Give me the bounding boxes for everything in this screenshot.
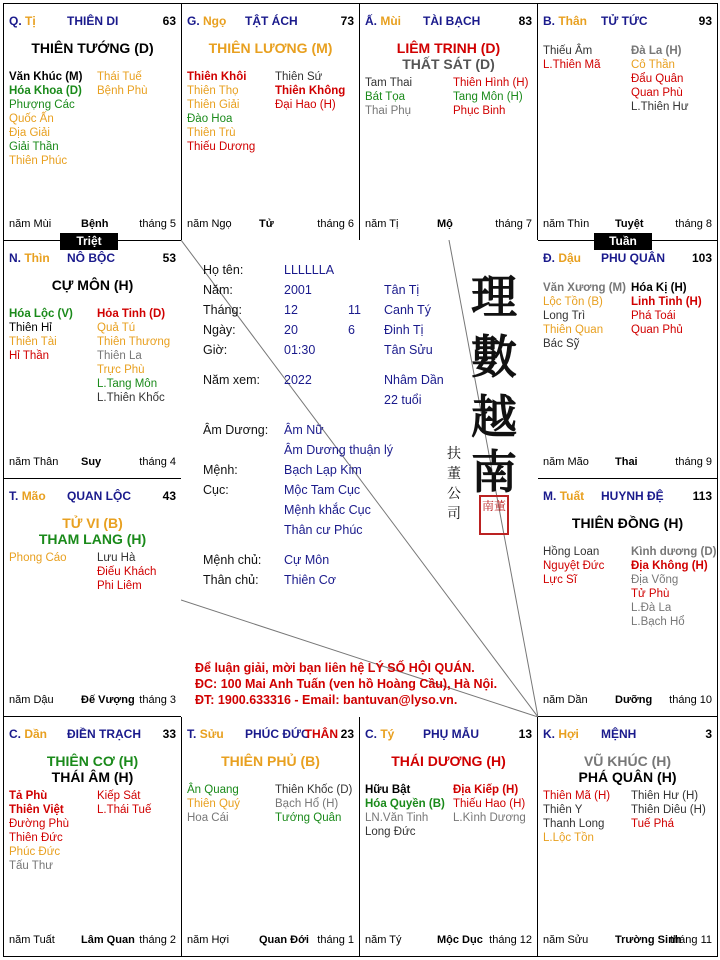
center-info-panel (181, 240, 538, 717)
palace-position (9, 727, 47, 741)
minor-star: Hóa Quyền (B) (365, 798, 445, 810)
minor-star: L.Thiên Mã (543, 59, 601, 71)
palace-year: năm Sửu (543, 934, 589, 946)
minor-star: Kiếp Sát (97, 790, 141, 802)
calligraphy-small-2: 董 (447, 466, 461, 482)
left-star-column (9, 70, 82, 168)
main-stars (182, 40, 359, 56)
right-star-column (275, 783, 352, 825)
left-star-column (365, 783, 445, 839)
minor-star: Quả Tú (97, 322, 136, 334)
tuan-tag: Tuần (594, 233, 652, 250)
palace-month: tháng 9 (675, 456, 712, 468)
notice-line-1: Để luận giải, mời bạn liên hệ LÝ SỐ HỘI QUÁN. (195, 661, 475, 675)
palace-position (9, 14, 36, 28)
left-star-column (9, 307, 73, 363)
minor-star: Tả Phù (9, 790, 48, 802)
month-label: Tháng: (203, 303, 242, 317)
palace-name: TỬ TỨC (601, 14, 648, 28)
palace-cell-suu[interactable] (181, 716, 360, 957)
palace-chi: Thìn (24, 251, 50, 265)
minor-star: Quan Phủ (631, 324, 683, 336)
cuc-value: Mộc Tam Cục (284, 483, 361, 497)
minor-star: Lưu Hà (97, 552, 136, 564)
calligraphy-small-4: 司 (447, 506, 461, 522)
minor-star: Đào Hoa (187, 113, 233, 125)
main-star: VŨ KHÚC (H) (583, 753, 672, 769)
palace-chi: Dần (24, 727, 48, 741)
palace-age: 53 (162, 251, 176, 265)
palace-stage: Thai (615, 456, 638, 468)
minor-star: Tam Thai (365, 77, 413, 89)
palace-age: 43 (162, 489, 176, 503)
main-star: THIÊN CƠ (H) (46, 753, 139, 769)
palace-stage: Quan Đới (259, 934, 309, 946)
palace-stage: Đế Vượng (81, 694, 135, 706)
main-stars (4, 277, 181, 293)
minor-star: Thiên Quý (187, 798, 241, 810)
minor-star: Quan Phù (631, 87, 683, 99)
left-star-column (365, 76, 412, 118)
palace-can: T. (9, 489, 19, 503)
main-star: THIÊN TƯỚNG (D) (31, 40, 154, 56)
palace-can: T. (187, 727, 197, 741)
palace-position (543, 14, 587, 28)
palace-can: M. (543, 489, 557, 503)
minor-star: Lực Sĩ (543, 574, 577, 586)
minor-star: Tuế Phá (631, 818, 675, 830)
minor-star: Điếu Khách (97, 566, 157, 578)
palace-month: tháng 10 (669, 694, 712, 706)
palace-month: tháng 3 (139, 694, 176, 706)
minor-star: Thiên Hư (H) (631, 790, 699, 802)
minor-star: Thiên Diêu (H) (631, 804, 706, 816)
cuc-relation: Mệnh khắc Cục (284, 503, 371, 517)
year-label: Năm: (203, 283, 233, 297)
palace-chi: Tý (380, 727, 395, 741)
palace-position (187, 727, 224, 741)
menh-chu-label: Mệnh chủ: (203, 553, 262, 567)
palace-age: 73 (340, 14, 354, 28)
right-star-column (97, 70, 148, 98)
minor-star: Hồng Loan (543, 546, 600, 558)
palace-name: ĐIỀN TRẠCH (67, 727, 141, 741)
left-star-column (9, 551, 67, 565)
minor-star: Thiên Mã (H) (543, 790, 611, 802)
palace-position (365, 14, 401, 28)
main-star: THIÊN PHỦ (B) (221, 753, 320, 769)
minor-star: Địa Giải (9, 127, 50, 139)
minor-star: Thiên Giải (187, 99, 240, 111)
palace-age: 83 (518, 14, 532, 28)
palace-stage: Lâm Quan (81, 934, 135, 946)
than-chu-label: Thân chủ: (203, 573, 259, 587)
minor-star: Phong Cáo (9, 552, 67, 564)
palace-age: 113 (692, 489, 712, 503)
right-star-column (631, 281, 702, 337)
palace-month: tháng 2 (139, 934, 176, 946)
minor-star: Địa Võng (631, 574, 679, 586)
palace-year: năm Tị (365, 218, 399, 230)
day-can: Đinh Tị (384, 323, 424, 337)
palace-name: THIÊN DI (67, 14, 119, 28)
minor-star: Bạch Hổ (H) (275, 798, 339, 810)
minor-star: Thiên Đức (9, 832, 63, 844)
main-stars (538, 515, 717, 531)
palace-year: năm Mão (543, 456, 589, 468)
palace-can: N. (9, 251, 21, 265)
left-star-column (187, 70, 255, 154)
month-solar: 12 (284, 303, 298, 317)
right-star-column (631, 789, 706, 831)
minor-star: L.Bạch Hổ (631, 616, 685, 628)
minor-star: L.Đà La (631, 602, 672, 614)
palace-chi: Mùi (380, 14, 402, 28)
palace-name: PHÚC ĐỨC (245, 727, 310, 741)
minor-star: Bệnh Phù (97, 85, 148, 97)
minor-star: Tấu Thư (9, 860, 53, 872)
amduong-relation: Âm Dương thuận lý (284, 443, 393, 457)
palace-cell-ngo[interactable] (181, 3, 360, 241)
minor-star: Thái Tuế (97, 71, 142, 83)
minor-star: Hoa Cái (187, 812, 229, 824)
minor-star: L.Tang Môn (97, 378, 158, 390)
month-can: Canh Tý (384, 303, 432, 317)
palace-year: năm Dậu (9, 694, 54, 706)
age-value: 22 tuổi (384, 393, 422, 407)
palace-age: 63 (162, 14, 176, 28)
minor-star: Hỏa Tinh (D) (97, 308, 166, 320)
palace-stage: Tuyệt (615, 218, 644, 230)
minor-star: Phá Toái (631, 310, 676, 322)
palace-chi: Tuất (559, 489, 585, 503)
palace-year: năm Tý (365, 934, 402, 946)
calligraphy-char-1: 理 (471, 270, 517, 324)
left-star-column (543, 281, 626, 351)
month-lunar: 11 (348, 303, 361, 317)
palace-name: TẬT ÁCH (245, 14, 298, 28)
palace-cell-hoi[interactable] (537, 716, 718, 957)
year-can: Tân Tị (384, 283, 420, 297)
palace-can: K. (543, 727, 555, 741)
palace-cell-mao[interactable] (3, 478, 182, 717)
palace-stage: Bệnh (81, 218, 109, 230)
minor-star: Tướng Quân (275, 812, 342, 824)
left-star-column (543, 789, 610, 845)
minor-star: Quốc Ấn (9, 113, 54, 125)
palace-chi: Mão (21, 489, 46, 503)
palace-age: 23 (340, 727, 354, 741)
palace-stage: Trường Sinh (615, 934, 682, 946)
main-stars (4, 40, 181, 56)
day-lunar: 6 (348, 323, 355, 337)
minor-star: Phúc Đức (9, 846, 61, 858)
minor-star: L.Lộc Tồn (543, 832, 594, 844)
minor-star: LN.Văn Tinh (365, 812, 429, 824)
right-star-column (453, 783, 526, 825)
minor-star: Thiếu Hao (H) (453, 798, 526, 810)
minor-star: Hỉ Thần (9, 350, 50, 362)
palace-name: TÀI BẠCH (423, 14, 481, 28)
left-star-column (543, 545, 604, 587)
palace-name: MỆNH (601, 727, 637, 741)
palace-name: HUYNH ĐỆ (601, 489, 664, 503)
palace-cell-dan[interactable] (3, 716, 182, 957)
name-value: LLLLLLA (284, 263, 335, 277)
minor-star: Thiên Thương (97, 336, 171, 348)
minor-star: Trực Phù (97, 364, 145, 376)
palace-stage: Dưỡng (615, 694, 653, 706)
minor-star: Bát Tọa (365, 91, 406, 103)
palace-can: Đ. (543, 251, 555, 265)
palace-month: tháng 11 (669, 934, 712, 946)
minor-star: L.Thiên Khốc (97, 392, 165, 404)
minor-star: Thiên Khôi (187, 71, 247, 83)
view-year-can: Nhâm Dần (384, 373, 444, 387)
minor-star: Thiếu Dương (187, 141, 256, 153)
main-star: THẤT SÁT (D) (402, 56, 495, 72)
main-star: CỰ MÔN (H) (51, 277, 134, 293)
right-star-column (631, 44, 689, 114)
right-star-column (631, 545, 716, 629)
palace-can: C. (365, 727, 377, 741)
main-stars (182, 753, 359, 769)
palace-cell-mui[interactable] (359, 3, 538, 241)
than-position: Thân cư Phúc (284, 523, 363, 537)
palace-cell-dau[interactable] (537, 240, 718, 479)
main-stars (4, 753, 181, 785)
palace-can: B. (543, 14, 555, 28)
minor-star: Phượng Các (9, 99, 75, 111)
than-chu-value: Thiên Cơ (284, 573, 336, 587)
minor-star: Thiếu Âm (543, 45, 593, 57)
notice-line-2: ĐC: 100 Mai Anh Tuấn (ven hồ Hoàng Cầu), Hà Nội. (195, 677, 498, 691)
minor-star: Đà La (H) (631, 45, 682, 57)
main-star: THÁI ÂM (H) (51, 769, 134, 785)
palace-year: năm Thân (9, 456, 59, 468)
minor-star: Đại Hao (H) (275, 99, 336, 111)
minor-star: Nguyệt Đức (543, 560, 605, 572)
hour-value: 01:30 (284, 343, 316, 357)
hour-label: Giờ: (203, 343, 228, 357)
palace-age: 3 (705, 727, 712, 741)
minor-star: L.Thái Tuế (97, 804, 152, 816)
minor-star: Đường Phù (9, 818, 69, 830)
calligraphy-char-3: 越 (471, 390, 517, 444)
main-stars (360, 40, 537, 72)
minor-star: Thanh Long (543, 818, 605, 830)
main-star: PHÁ QUÂN (H) (578, 769, 677, 785)
minor-star: Thiên Không (275, 85, 346, 97)
hour-can: Tân Sửu (384, 343, 433, 357)
right-star-column (97, 307, 170, 405)
amduong-value: Âm Nữ (284, 423, 324, 437)
right-star-column (453, 76, 528, 118)
palace-chi: Thân (558, 14, 588, 28)
view-year: 2022 (284, 373, 312, 387)
palace-month: tháng 6 (317, 218, 354, 230)
palace-can: G. (187, 14, 200, 28)
palace-position (187, 14, 226, 28)
palace-can: C. (9, 727, 21, 741)
palace-cell-ty[interactable] (359, 716, 538, 957)
minor-star: Lộc Tồn (B) (543, 296, 603, 308)
right-star-column (97, 551, 156, 593)
palace-year: năm Dần (543, 694, 588, 706)
palace-year: năm Thìn (543, 218, 590, 230)
palace-year: năm Tuất (9, 934, 55, 946)
minor-star: Thiên Trù (187, 127, 236, 139)
minor-star: Thiên Hỉ (9, 322, 52, 334)
main-star: THÁI DƯƠNG (H) (391, 753, 506, 769)
palace-chi: Dậu (558, 251, 582, 265)
palace-age: 103 (691, 251, 712, 265)
minor-star: Thiên Khốc (D) (275, 784, 353, 796)
menh-label: Mệnh: (203, 463, 238, 477)
right-star-column (97, 789, 151, 817)
minor-star: Thiên Y (543, 804, 583, 816)
left-star-column (9, 789, 69, 873)
minor-star: Địa Không (H) (631, 560, 708, 572)
palace-cell-thin[interactable] (3, 240, 182, 479)
minor-star: Linh Tinh (H) (631, 296, 702, 308)
palace-chi: Ngọ (203, 14, 227, 28)
left-star-column (543, 44, 601, 72)
minor-star: L.Thiên Hư (631, 101, 689, 113)
palace-position (543, 251, 581, 265)
left-star-column (187, 783, 240, 825)
minor-star: Hóa Lộc (V) (9, 308, 73, 320)
palace-month: tháng 5 (139, 218, 176, 230)
minor-star: Thiên Sứ (275, 71, 323, 83)
minor-star: Văn Xương (M) (543, 282, 626, 294)
palace-name: NÔ BỘC (67, 251, 115, 265)
minor-star: Phục Binh (453, 105, 506, 117)
main-star: TỬ VI (B) (62, 515, 123, 531)
menh-value: Bạch Lạp Kim (284, 463, 362, 477)
palace-position (365, 727, 394, 741)
minor-star: Văn Khúc (M) (9, 71, 83, 83)
palace-month: tháng 1 (317, 934, 354, 946)
palace-can: Ấ. (365, 14, 377, 28)
palace-stage: Suy (81, 456, 102, 468)
main-stars (360, 753, 537, 769)
palace-name: QUAN LỘC (67, 489, 131, 503)
minor-star: Cô Thần (631, 59, 675, 71)
palace-chi: Tị (25, 14, 36, 28)
minor-star: Thai Phụ (365, 105, 412, 117)
minor-star: Giải Thần (9, 141, 59, 153)
palace-age: 13 (518, 727, 532, 741)
minor-star: Thiên Tài (9, 336, 57, 348)
minor-star: Bác Sỹ (543, 338, 580, 350)
day-solar: 20 (284, 323, 298, 337)
minor-star: Thiên Việt (9, 804, 64, 816)
year-value: 2001 (284, 283, 312, 297)
minor-star: Đẩu Quân (631, 73, 684, 85)
palace-year: năm Ngọ (187, 218, 232, 230)
minor-star: Long Đức (365, 826, 416, 838)
palace-stage: Mộc Dục (437, 934, 483, 946)
minor-star: Hóa Kị (H) (631, 282, 687, 294)
palace-chi: Sửu (199, 727, 224, 741)
minor-star: Thiên Thọ (187, 85, 239, 97)
calligraphy-small-1: 扶 (447, 446, 461, 462)
main-star: LIÊM TRINH (D) (396, 40, 501, 56)
menh-chu-value: Cự Môn (284, 553, 330, 567)
main-star: THAM LANG (H) (38, 531, 147, 547)
day-label: Ngày: (203, 323, 236, 337)
minor-star: Tang Môn (H) (453, 91, 523, 103)
view-year-label: Năm xem: (203, 373, 260, 387)
cuc-label: Cục: (203, 483, 229, 497)
minor-star: Hữu Bật (365, 784, 411, 796)
notice-line-3: ĐT: 1900.633316 - Email: bantuvan@lyso.vn. (195, 693, 458, 707)
minor-star: Phi Liêm (97, 580, 142, 592)
palace-cell-tuat[interactable] (537, 478, 718, 717)
minor-star: Kình dương (D) (631, 546, 717, 558)
amduong-label: Âm Dương: (203, 423, 269, 437)
palace-age: 33 (162, 727, 176, 741)
palace-name: PHU QUÂN (601, 251, 666, 265)
palace-stage: Tử (259, 218, 274, 230)
palace-cell-ti[interactable] (3, 3, 182, 241)
main-stars (4, 515, 181, 547)
palace-month: tháng 4 (139, 456, 176, 468)
name-label: Họ tên: (203, 263, 244, 277)
minor-star: Hóa Khoa (D) (9, 85, 82, 97)
minor-star: Ân Quang (187, 784, 239, 796)
triet-tag: Triệt (60, 233, 118, 250)
palace-position (9, 251, 50, 265)
minor-star: Địa Kiếp (H) (453, 784, 519, 796)
red-seal-stamp: 南董 (479, 495, 509, 535)
palace-stage: Mộ (437, 218, 453, 230)
palace-month: tháng 12 (489, 934, 532, 946)
main-stars (538, 753, 717, 785)
palace-chi: Hợi (558, 727, 579, 741)
palace-name: PHỤ MẪU (423, 727, 479, 741)
palace-month: tháng 7 (495, 218, 532, 230)
minor-star: L.Kình Dương (453, 812, 526, 824)
minor-star: Thiên Hình (H) (453, 77, 529, 89)
minor-star: Thiên Phúc (9, 155, 68, 167)
main-star: THIÊN ĐỒNG (H) (571, 515, 684, 531)
palace-position (9, 489, 46, 503)
than-marker: THÂN (304, 727, 338, 741)
minor-star: Thiên Quan (543, 324, 604, 336)
calligraphy-small-3: 公 (447, 486, 461, 502)
palace-year: năm Hợi (187, 934, 230, 946)
palace-cell-than[interactable] (537, 3, 718, 241)
palace-month: tháng 8 (675, 218, 712, 230)
palace-position (543, 489, 584, 503)
minor-star: Tử Phù (631, 588, 670, 600)
palace-age: 93 (698, 14, 712, 28)
right-star-column (275, 70, 345, 112)
calligraphy-char-2: 數 (471, 330, 517, 384)
palace-year: năm Mùi (9, 218, 52, 230)
minor-star: Long Trì (543, 310, 586, 322)
minor-star: Thiên La (97, 350, 142, 362)
calligraphy-char-4: 南 (471, 445, 517, 499)
palace-can: Q. (9, 14, 22, 28)
main-star: THIÊN LƯƠNG (M) (208, 40, 333, 56)
palace-position (543, 727, 579, 741)
